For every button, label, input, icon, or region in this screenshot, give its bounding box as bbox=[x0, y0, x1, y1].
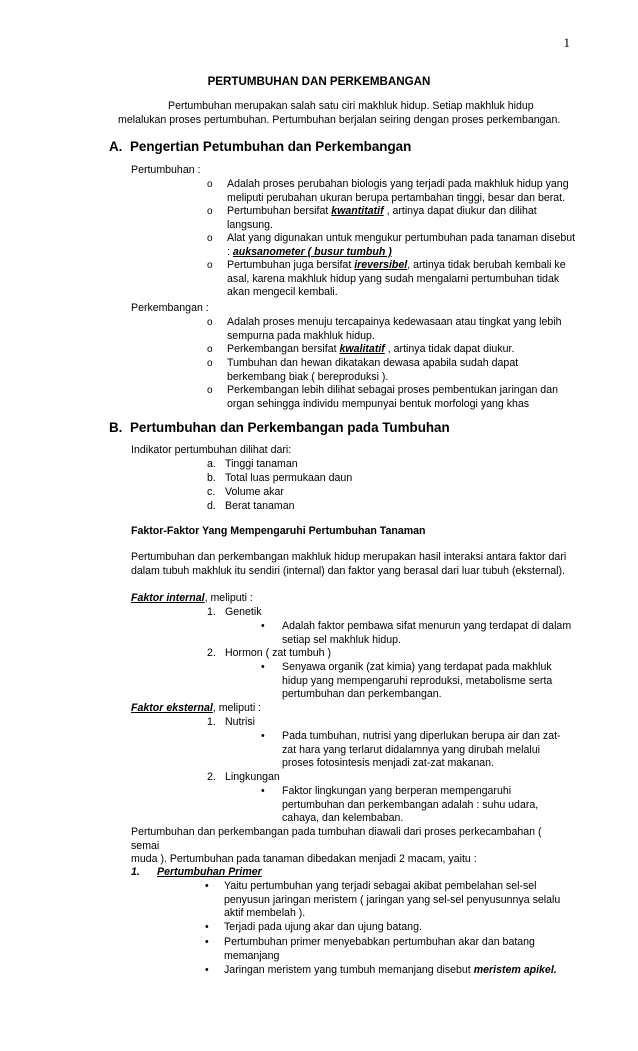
section-a-letter: A. bbox=[109, 139, 123, 154]
section-b-title: Pertumbuhan dan Perkembangan pada Tumbuhan bbox=[130, 420, 450, 435]
perkembangan-label: Perkembangan : bbox=[131, 302, 209, 314]
item-line: Faktor lingkungan yang berperan mempengaruhi bbox=[282, 785, 512, 797]
item-line: Pada tumbuhan, nutrisi yang diperlukan berupa air dan zat- bbox=[282, 730, 561, 742]
item-line: asal, karena makhluk hidup yang sudah mengalami pertumbuhan tidak bbox=[227, 272, 560, 285]
primer-number: 1. bbox=[131, 866, 140, 878]
list-marker: a. bbox=[207, 458, 216, 470]
item-text: Tinggi tanaman bbox=[225, 458, 298, 470]
faktor-eksternal-label bbox=[131, 702, 261, 716]
item-line: Senyawa organik (zat kimia) yang terdapat pada makhluk bbox=[282, 661, 552, 673]
item-line: hidup yang mempengaruhi reproduksi, metabolisme serta bbox=[282, 674, 553, 687]
item-line: Yaitu pertumbuhan yang terjadi sebagai akibat pembelahan sel-sel bbox=[224, 880, 537, 892]
item-text: Pertumbuhan juga bersifat bbox=[227, 259, 355, 271]
list-marker: 2. bbox=[207, 647, 216, 659]
primer-heading bbox=[131, 866, 262, 880]
bullet-marker: o bbox=[207, 358, 213, 369]
item-line: meliputi perubahan ukuran berupa pertambahan tinggi, besar dan berat. bbox=[227, 191, 566, 204]
paragraph-line: muda ). Pertumbuhan pada tanaman dibedakan menjadi 2 macam, yaitu : bbox=[131, 853, 477, 866]
bullet-marker: • bbox=[205, 964, 209, 976]
bullet-marker: o bbox=[207, 233, 213, 244]
bullet-marker: • bbox=[261, 620, 265, 632]
bullet-marker: o bbox=[207, 206, 213, 217]
faktor-internal-label bbox=[131, 592, 253, 606]
bullet-marker: o bbox=[207, 385, 213, 396]
item-line: Tumbuhan dan hewan dikatakan dewasa apabila sudah dapat bbox=[227, 357, 519, 369]
item-line: aktif membelah ). bbox=[224, 907, 306, 920]
bullet-marker: • bbox=[205, 921, 209, 933]
section-b-letter: B. bbox=[109, 420, 123, 435]
section-a-heading bbox=[109, 140, 411, 154]
pertumbuhan-label: Pertumbuhan : bbox=[131, 164, 201, 176]
page-number: 1 bbox=[563, 35, 570, 50]
label-text: , meliputi : bbox=[212, 702, 262, 714]
bullet-marker: • bbox=[205, 936, 209, 948]
item-text: Perkembangan bersifat bbox=[227, 343, 340, 355]
term-faktor-eksternal: Faktor eksternal bbox=[131, 702, 213, 714]
bullet-marker: o bbox=[207, 260, 213, 271]
list-marker: b. bbox=[207, 472, 216, 484]
term-kwantitatif: kwantitatif bbox=[331, 205, 384, 217]
item-line: cahaya, dan kelembaban. bbox=[282, 812, 404, 825]
list-marker: 1. bbox=[207, 606, 216, 618]
item-line: Adalah proses menuju tercapainya kedewasaan atau tingkat yang lebih bbox=[227, 316, 562, 328]
item-line: organ sehingga individu mempunyai bentuk morfologi yang khas bbox=[227, 397, 530, 410]
bullet-marker: • bbox=[261, 730, 265, 742]
bullet-marker: o bbox=[207, 179, 213, 190]
bullet-marker: • bbox=[261, 661, 265, 673]
item-text: Berat tanaman bbox=[225, 500, 295, 512]
item-line: Perkembangan lebih dilihat sebagai proses pembentukan jaringan dan bbox=[227, 384, 558, 396]
item-line: Terjadi pada ujung akar dan ujung batang. bbox=[224, 921, 422, 933]
item-text: , artinya dapat diukur dan dilihat bbox=[383, 205, 537, 217]
item-line: Pertumbuhan primer menyebabkan pertumbuhan akar dan batang bbox=[224, 936, 535, 948]
item-text: Jaringan meristem yang tumbuh memanjang disebut bbox=[224, 964, 474, 976]
intro-line-1: Pertumbuhan merupakan salah satu ciri makhluk hidup. Setiap makhluk hidup bbox=[168, 100, 534, 112]
item-line: akan mengecil kembali. bbox=[227, 286, 338, 299]
faktor-heading: Faktor-Faktor Yang Mempengaruhi Pertumbuhan Tanaman bbox=[131, 525, 426, 537]
bullet-marker: • bbox=[261, 785, 265, 797]
item-text: , artinya tidak berubah kembali ke bbox=[407, 259, 566, 271]
item-line: langsung. bbox=[227, 218, 273, 231]
list-marker: 2. bbox=[207, 771, 216, 783]
primer-title: Pertumbuhan Primer bbox=[157, 866, 262, 878]
intro-paragraph bbox=[118, 100, 578, 127]
faktor-paragraph bbox=[131, 551, 571, 578]
term-ireversibel: ireversibel bbox=[354, 259, 408, 271]
item-text: : bbox=[227, 245, 233, 258]
term-faktor-internal: Faktor internal bbox=[131, 592, 205, 604]
item-text: Volume akar bbox=[225, 486, 284, 498]
list-marker: d. bbox=[207, 500, 216, 512]
item-line: Adalah proses perubahan biologis yang terjadi pada makhluk hidup yang bbox=[227, 178, 569, 190]
list-marker: c. bbox=[207, 486, 216, 498]
item-line: proses fotosintesis menjadi zat-zat makanan. bbox=[282, 757, 494, 770]
paragraph-line: dalam tubuh makhluk itu sendiri (internal) dan faktor yang berasal dari luar tubuh (eksternal). bbox=[131, 564, 565, 577]
intro-line-2: melalukan proses pertumbuhan. Pertumbuhan berjalan seiring dengan proses perkembangan. bbox=[118, 113, 561, 126]
bullet-marker: • bbox=[205, 880, 209, 892]
item-line: pertumbuhan dan perkembangan adalah : suhu udara, bbox=[282, 798, 539, 811]
item-line: setiap sel makhluk hidup. bbox=[282, 633, 401, 646]
label-text: , meliputi : bbox=[204, 592, 253, 604]
item-text: Hormon ( zat tumbuh ) bbox=[225, 647, 331, 659]
item-line: memanjang bbox=[224, 949, 280, 962]
item-line: berkembang biak ( bereproduksi ). bbox=[227, 370, 389, 383]
term-kwalitatif: kwalitatif bbox=[339, 343, 385, 355]
page-title: PERTUMBUHAN DAN PERKEMBANGAN bbox=[207, 75, 431, 88]
item-text: Total luas permukaan daun bbox=[225, 472, 353, 484]
item-text: , artinya tidak dapat diukur. bbox=[384, 343, 515, 355]
paragraph-line: Pertumbuhan dan perkembangan pada tumbuhan diawali dari proses perkecambahan ( semai bbox=[131, 826, 542, 852]
bullet-marker: o bbox=[207, 317, 213, 328]
item-text: Nutrisi bbox=[225, 716, 256, 728]
paragraph-line: Pertumbuhan dan perkembangan makhluk hidup merupakan hasil interaksi antara faktor dari bbox=[131, 551, 567, 563]
item-line: pertumbuhan dan perkembangan. bbox=[282, 688, 442, 701]
item-text: Lingkungan bbox=[225, 771, 280, 783]
item-line: penyusun jaringan meristem ( jaringan yang sel-sel penyusunnya selalu bbox=[224, 893, 561, 906]
indikator-label: Indikator pertumbuhan dilihat dari: bbox=[131, 444, 292, 456]
list-marker: 1. bbox=[207, 716, 216, 728]
term-auksanometer: auksanometer ( busur tumbuh ) bbox=[232, 245, 392, 258]
item-line: Alat yang digunakan untuk mengukur pertumbuhan pada tanaman disebut bbox=[227, 232, 576, 244]
item-line: zat hara yang terlarut didalamnya yang dirubah melalui bbox=[282, 743, 540, 756]
bullet-marker: o bbox=[207, 344, 213, 355]
item-line: Adalah faktor pembawa sifat menurun yang terdapat di dalam bbox=[282, 620, 572, 632]
item-text: Genetik bbox=[225, 606, 262, 618]
section-a-title: Pengertian Petumbuhan dan Perkembangan bbox=[130, 139, 412, 154]
section-b-heading bbox=[109, 421, 450, 435]
closing-paragraph bbox=[131, 826, 571, 867]
item-line: sempurna pada makhluk hidup. bbox=[227, 329, 375, 342]
term-meristem-apikel: meristem apikel. bbox=[473, 964, 557, 976]
item-text: Pertumbuhan bersifat bbox=[227, 205, 332, 217]
